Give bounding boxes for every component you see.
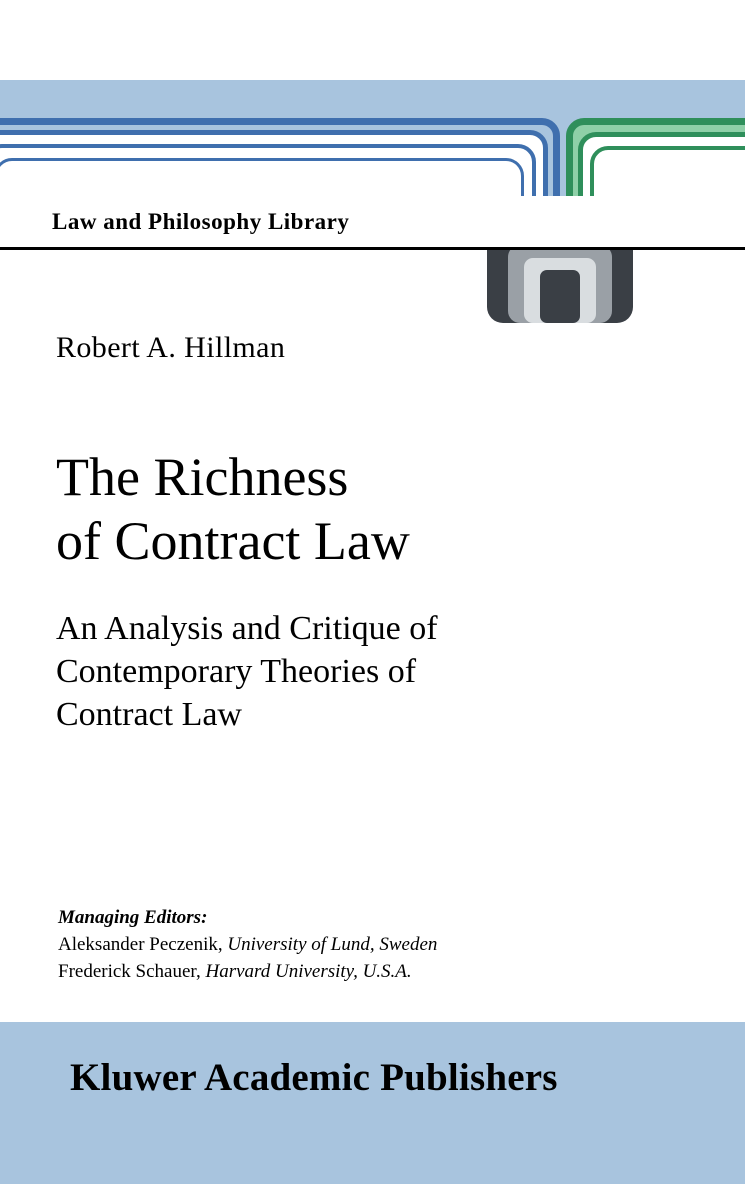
editor-name-2: Frederick Schauer, xyxy=(58,960,201,982)
bottom-blue-band xyxy=(0,1022,745,1184)
managing-editors-block xyxy=(58,905,678,986)
series-rule-bottom xyxy=(0,247,745,250)
book-subtitle xyxy=(56,608,656,736)
publisher-name: Kluwer Academic Publishers xyxy=(70,1056,558,1099)
series-strip xyxy=(0,196,745,248)
grey-motif-core xyxy=(540,270,580,323)
editor-affiliation-1: University of Lund, Sweden xyxy=(227,933,438,955)
book-title-line-2: of Contract Law xyxy=(56,510,410,571)
author-name: Robert A. Hillman xyxy=(56,331,286,364)
book-subtitle-line-1: An Analysis and Critique of xyxy=(56,610,438,647)
series-title: Law and Philosophy Library xyxy=(52,209,350,234)
book-subtitle-line-2: Contemporary Theories of xyxy=(56,652,417,690)
editor-entry-2 xyxy=(58,959,678,986)
managing-editors-heading: Managing Editors: xyxy=(58,907,208,928)
editor-entry-1 xyxy=(58,932,678,959)
book-subtitle-line-3: Contract Law xyxy=(56,695,242,733)
top-white-band xyxy=(0,0,745,80)
editor-affiliation-2: Harvard University, U.S.A. xyxy=(205,960,412,982)
book-title xyxy=(56,446,676,573)
editor-name-1: Aleksander Peczenik, xyxy=(58,933,223,955)
book-title-line-1: The Richness xyxy=(56,447,349,507)
